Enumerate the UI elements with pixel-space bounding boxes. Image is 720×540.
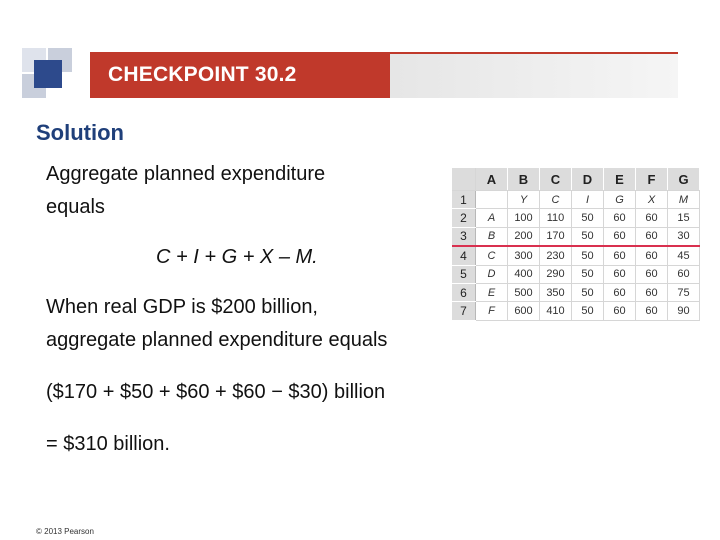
table-cell: 75 — [668, 283, 700, 301]
header-title: CHECKPOINT 30.2 — [108, 63, 297, 86]
table-row — [452, 191, 700, 209]
table-cell: 60 — [604, 302, 636, 320]
table-cell: C — [540, 191, 572, 209]
table-row — [452, 227, 700, 246]
text-line-3: When real GDP is $200 billion, — [46, 296, 318, 318]
table-cell: 500 — [508, 283, 540, 301]
column-header: B — [508, 168, 540, 191]
table-cell: F — [476, 302, 508, 320]
table-cell: 60 — [636, 283, 668, 301]
column-header: F — [636, 168, 668, 191]
table-cell: 350 — [540, 283, 572, 301]
table-cell: B — [476, 227, 508, 246]
table-cell: 60 — [636, 209, 668, 227]
table-cell: E — [476, 283, 508, 301]
row-number: 6 — [452, 283, 476, 301]
table-cell: 90 — [668, 302, 700, 320]
table-cell: 400 — [508, 265, 540, 283]
text-line-4: aggregate planned expenditure equals — [46, 329, 388, 351]
table-cell: 50 — [572, 283, 604, 301]
table-cell: 60 — [604, 227, 636, 246]
table-cell: 170 — [540, 227, 572, 246]
table-cell: 50 — [572, 227, 604, 246]
table-cell: A — [476, 209, 508, 227]
table-cell: G — [604, 191, 636, 209]
table-cell: 100 — [508, 209, 540, 227]
row-number: 3 — [452, 227, 476, 246]
table-cell: 600 — [508, 302, 540, 320]
table-cell: M — [668, 191, 700, 209]
table-cell: 30 — [668, 227, 700, 246]
column-header: G — [668, 168, 700, 191]
row-number: 4 — [452, 246, 476, 265]
row-number: 2 — [452, 209, 476, 227]
table-cell — [476, 191, 508, 209]
table-cell: 60 — [668, 265, 700, 283]
table-cell: 15 — [668, 209, 700, 227]
table-cell: 110 — [540, 209, 572, 227]
table-row — [452, 209, 700, 227]
table-cell: 50 — [572, 246, 604, 265]
table-row — [452, 283, 700, 301]
spreadsheet-corner — [452, 168, 476, 191]
table-cell: 50 — [572, 265, 604, 283]
table-cell: 230 — [540, 246, 572, 265]
table-cell: 410 — [540, 302, 572, 320]
copyright: © 2013 Pearson — [36, 527, 94, 536]
table-cell: 60 — [636, 246, 668, 265]
table-cell: 60 — [636, 227, 668, 246]
table-cell: D — [476, 265, 508, 283]
header-fade — [390, 54, 678, 98]
table-row — [452, 302, 700, 320]
table-cell: C — [476, 246, 508, 265]
column-header: A — [476, 168, 508, 191]
table-cell: 60 — [604, 283, 636, 301]
table-cell: 60 — [636, 302, 668, 320]
table-cell: 60 — [604, 265, 636, 283]
text-line-6: = $310 billion. — [46, 433, 170, 455]
table-cell: 60 — [604, 209, 636, 227]
table-cell: 60 — [636, 265, 668, 283]
spreadsheet-column-header-row — [452, 168, 700, 191]
logo-squares-icon — [22, 48, 78, 104]
table-cell: 45 — [668, 246, 700, 265]
table-cell: 290 — [540, 265, 572, 283]
text-line-5: ($170 + $50 + $60 + $60 − $30) billion — [46, 381, 386, 403]
text-line-2: equals — [46, 196, 105, 218]
formula: C + I + G + X – M. — [156, 246, 318, 268]
table-cell: 200 — [508, 227, 540, 246]
table-row — [452, 265, 700, 283]
spreadsheet-table — [452, 168, 700, 321]
table-cell: Y — [508, 191, 540, 209]
header-banner — [90, 54, 390, 98]
row-number: 1 — [452, 191, 476, 209]
row-number: 5 — [452, 265, 476, 283]
column-header: D — [572, 168, 604, 191]
table-cell: I — [572, 191, 604, 209]
table-cell: 50 — [572, 302, 604, 320]
table-cell: 300 — [508, 246, 540, 265]
table-cell: 60 — [604, 246, 636, 265]
solution-title: Solution — [36, 120, 124, 145]
row-number: 7 — [452, 302, 476, 320]
table-row — [452, 246, 700, 265]
table-cell: 50 — [572, 209, 604, 227]
column-header: C — [540, 168, 572, 191]
text-line-1: Aggregate planned expenditure — [46, 163, 326, 185]
column-header: E — [604, 168, 636, 191]
table-cell: X — [636, 191, 668, 209]
